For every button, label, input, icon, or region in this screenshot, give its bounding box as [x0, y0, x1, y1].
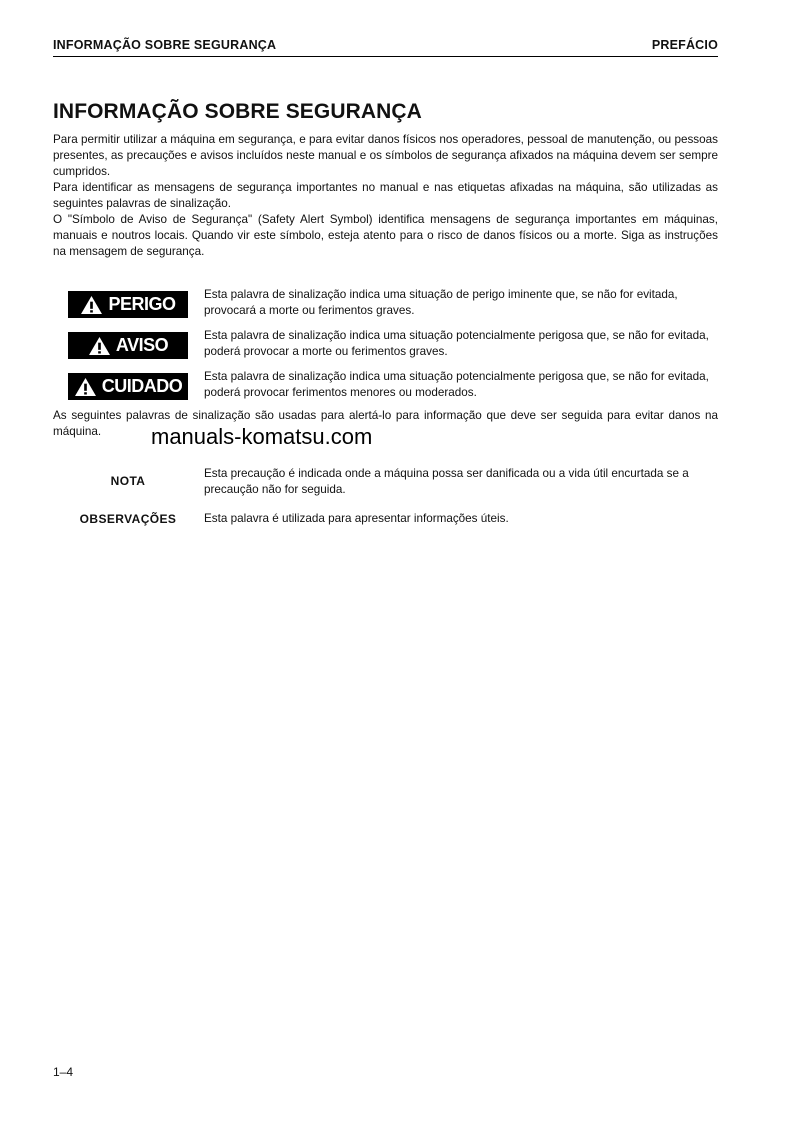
warning-description: Esta palavra de sinalização indica uma situação potencialmente perigosa que, se não for evitada, poderá provocar a morte ou ferimentos graves.	[204, 329, 709, 358]
note-description: Esta precaução é indicada onde a máquina possa ser danificada ou a vida útil encurtada se a precaução não for seguida.	[204, 467, 689, 496]
remarks-description: Esta palavra é utilizada para apresentar informações úteis.	[204, 512, 509, 525]
page-number: 1–4	[53, 1065, 74, 1079]
note-label: NOTA	[110, 474, 146, 488]
intro-paragraph-3: O "Símbolo de Aviso de Segurança" (Safety Alert Symbol) identifica mensagens de segurança importantes em máquinas, manuais e noutros locais. Quando vir este símbolo, esteja atento para o risco de danos físicos ou a morte. Siga as instruções na mensagem de segurança.	[53, 213, 718, 258]
warning-triangle-icon	[80, 295, 103, 315]
danger-label: PERIGO	[108, 294, 176, 314]
intro-text	[53, 132, 718, 260]
page-title: INFORMAÇÃO SOBRE SEGURANÇA	[53, 100, 422, 123]
danger-badge	[68, 291, 188, 318]
caution-description: Esta palavra de sinalização indica uma situação potencialmente perigosa que, se não for evitada, poderá provocar ferimentos menores ou moderados.	[204, 370, 709, 399]
intro-paragraph-2: Para identificar as mensagens de segurança importantes no manual e nas etiquetas afixadas na máquina, são utilizadas as seguintes palavras de sinalização.	[53, 181, 718, 210]
caution-label: CUIDADO	[101, 376, 183, 396]
warning-badge	[68, 332, 188, 359]
header-section-title: INFORMAÇÃO SOBRE SEGURANÇA	[53, 38, 277, 52]
page-header	[53, 38, 718, 57]
warning-label: AVISO	[115, 335, 169, 355]
warning-triangle-icon	[74, 377, 97, 397]
remarks-label: OBSERVAÇÕES	[79, 512, 177, 526]
danger-description: Esta palavra de sinalização indica uma situação de perigo iminente que, se não for evitada, provocará a morte ou ferimentos graves.	[204, 288, 678, 317]
watermark: manuals-komatsu.com	[151, 424, 373, 449]
caution-badge	[68, 373, 188, 400]
signal-words-intro: As seguintes palavras de sinalização são usadas para alertá-lo para informação que deve ser seguida para evitar danos na máquina.	[53, 409, 718, 438]
warning-triangle-icon	[88, 336, 111, 356]
header-chapter-title: PREFÁCIO	[651, 38, 718, 52]
intro-paragraph-1: Para permitir utilizar a máquina em segurança, e para evitar danos físicos nos operadores, pessoal de manutenção, ou pessoas presentes, as precauções e avisos incluídos neste manual e os símbolos de segurança afixados na máquina devem ser sempre cumpridos.	[53, 133, 718, 178]
